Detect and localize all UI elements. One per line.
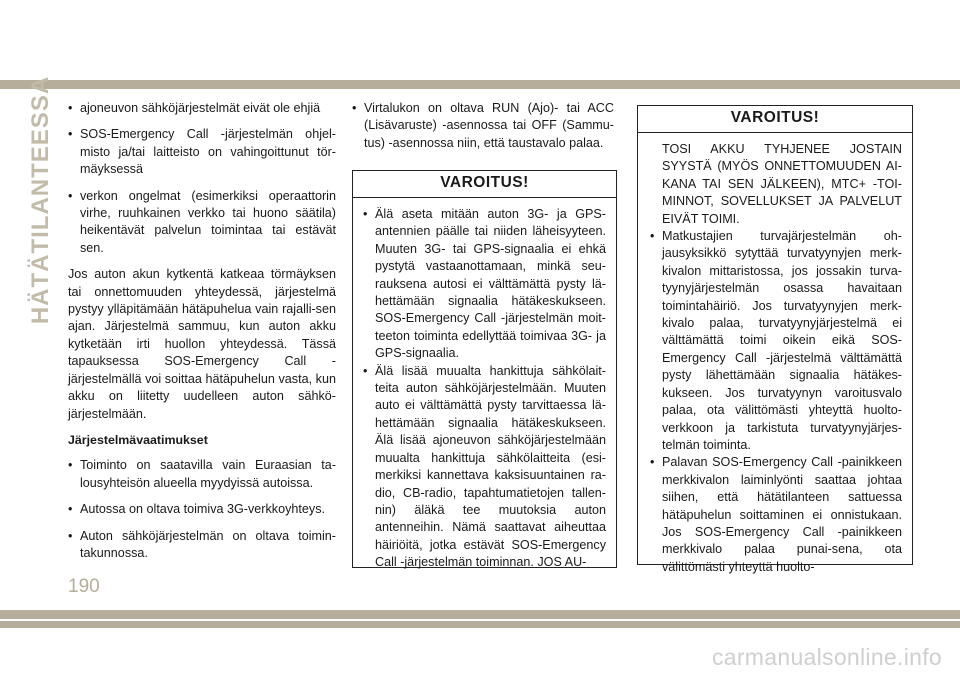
column-middle [352, 100, 614, 161]
list-item: • Autossa on oltava toimiva 3G-verkkoyhteys. [68, 501, 336, 518]
warning-item: • Älä aseta mitään auton 3G- ja GPS-antennien päälle tai niiden läheisyyteen. Muuten 3G- tai GPS-signaalia ei ehkä pystytä vastaanottamaan, minkä seu-rauksena autosi ei välttämättä pysty lä-hettämään signaalia hätäkeskukseen. SOS-Emergency Call -järjestelmän moit-teeton toiminta edellyttää toimivaa 3G- ja GPS-signaalia. [363, 206, 606, 363]
list-item: • SOS-Emergency Call -järjestelmän ohjel-misto ja/tai laitteisto on vahingoittunut tör-mäyksessä [68, 126, 336, 178]
section-side-tab [26, 75, 56, 325]
section-subheading: Järjestelmävaatimukset [68, 432, 208, 447]
watermark-text: carmanualsonline.info [711, 644, 942, 670]
warning-title: VAROITUS! [638, 106, 912, 133]
body-paragraph: Jos auton akun kytkentä katkeaa törmäyksen tai onnettomuuden yhteydessä, järjestelmä pystyy ylläpitämään hätäpuhelua vain rajalli-sen ajan. Järjestelmä sammuu, kun auton akku kytketään irti huollon yhteydessä. Tässä tapauksessa SOS-Emergency Call -järjestelmällä voi soittaa hätäpuhelun vasta, kun akku on liitetty uudelleen auton sähkö-järjestelmään. [68, 267, 336, 421]
list-item: • verkon ongelmat (esimerkiksi operaattorin virhe, ruuhkainen verkko tai huono säätila) heikentävät palvelun toimintaa tai estävät sen. [68, 188, 336, 258]
list-item: • Auton sähköjärjestelmän on oltava toimin-takunnossa. [68, 528, 336, 563]
warning-item: • Palavan SOS-Emergency Call -painikkeen merkkivalon laiminlyönti saattaa johtaa siihen, että hätätilanteen sattuessa hätäpuhelun soittaminen ei onnistukaan. Jos SOS-Emergency Call -painikkeen merkkivalo palaa punai-sena, ota välittömästi yhteyttä huolto- [650, 454, 902, 576]
list-item: • ajoneuvon sähköjärjestelmät eivät ole ehjiä [68, 100, 336, 117]
list-item: • Toiminto on saatavilla vain Euraasian ta-lousyhteisön alueella myydyissä autoissa. [68, 457, 336, 492]
warning-item: • Matkustajien turvajärjestelmän oh-jausyksikkö sytyttää turvatyynyjen merk-kivalon mittaristossa, jos jossakin turva-tyynyjärjestelmän osassa havaitaan toimintahäiriö. Jos turvatyynyjen merk-kivalo palaa, turvatyynyjärjestelmä ei välttämättä toimi oikein eikä SOS-Emergency Call -järjestelmä välttämättä pysty lähettämään signaalia hätäkes-kukseen. Jos turvatyynyn varoitusvalo palaa, ota välittömästi yhteyttä huolto-verkkoon ja tarkistuta turvatyynyjärjes-telmän toiminta. [650, 228, 902, 454]
header-band [0, 80, 960, 89]
page-header-area [0, 0, 960, 80]
warning-item: • Älä lisää muualta hankittuja sähkölait-teita auton sähköjärjestelmään. Muuten auto ei välttämättä pysty tarvittaessa lä-hettämään signaalia hätäkeskukseen. Älä lisää ajoneuvon sähköjärjestelmään muualta hankittuja sähkölaitteita (esi-merkiksi kannettava kaksisuuntainen ra-dio, CB-radio, tapahtumatietojen tallen-nin) äläkä tee muutoksia auton antenneihin. Nämä saattavat aiheuttaa häiriöitä, jotka estävät SOS-Emergency Call -järjestelmän toiminnan. JOS AU- [363, 363, 606, 572]
warning-box [352, 170, 617, 568]
warning-title: VAROITUS! [353, 171, 616, 198]
footer-band [0, 610, 960, 619]
column-left [68, 100, 336, 571]
footer-band-lower [0, 621, 960, 628]
warning-body [353, 198, 616, 580]
page-number: 190 [68, 576, 100, 597]
section-side-tab-label: HÄTÄTILANTEESSA [27, 75, 54, 325]
list-item: • Virtalukon on oltava RUN (Ajo)- tai ACC (Lisävaruste) -asennossa tai OFF (Sammu-tus) -asennossa niin, että taustavalo palaa. [352, 100, 614, 152]
warning-caps-text: TOSI AKKU TYHJENEE JOSTAIN SYYSTÄ (MYÖS ONNETTOMUUDEN AI-KANA TAI SEN JÄLKEEN), MTC+ -TOI-MINNOT, SOVELLUKSET JA PALVELUT EIVÄT TOIMI. [662, 142, 902, 226]
warning-box-continued [637, 105, 913, 574]
warning-body [638, 133, 912, 584]
